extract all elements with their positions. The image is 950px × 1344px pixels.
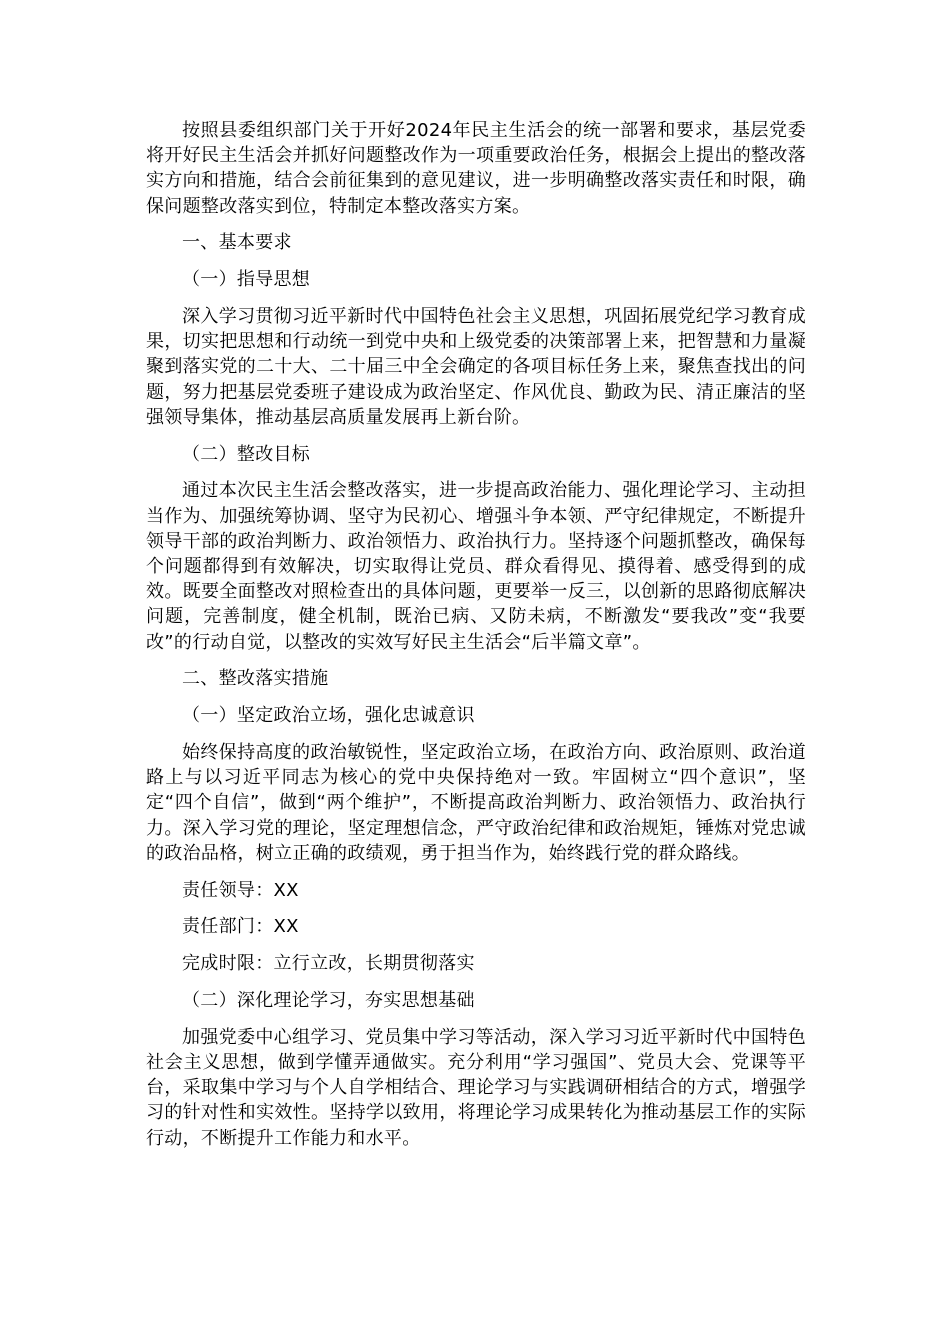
guiding-ideology-paragraph: 深入学习贯彻习近平新时代中国特色社会主义思想，巩固拓展党纪学习教育成果，切实把思想和行动统一到党中央和上级党委的决策部署上来，把智慧和力量凝聚到落实党的二十大、二十届三中全会确定的各项目标任务上来，聚焦查找出的问题，努力把基层党委班子建设成为政治坚定、作风优良、勤政为民、清正廉洁的坚强领导集体，推动基层高质量发展再上新台阶。	[146, 306, 806, 428]
responsible-department-line: 责任部门：XX	[182, 916, 299, 938]
rectification-goals-paragraph: 通过本次民主生活会整改落实，进一步提高政治能力、强化理论学习、主动担当作为、加强统筹协调、坚守为民初心、增强斗争本领、严守纪律规定，不断提升领导干部的政治判断力、政治领悟力、政治执行力。坚持逐个问题抓整改，确保每个问题都得到有效解决，切实取得让党员、群众看得见、摸得着、感受得到的成效。既要全面整改对照检查出的具体问题，更要举一反三，以创新的思路彻底解决问题，完善制度，健全机制，既治已病、又防未病，不断激发“要我改”变“我要改”的行动自觉，以整改的实效写好民主生活会“后半篇文章”。	[146, 480, 806, 653]
political-stance-paragraph: 始终保持高度的政治敏锐性，坚定政治立场，在政治方向、政治原则、政治道路上与以习近平同志为核心的党中央保持绝对一致。牢固树立“四个意识”，坚定“四个自信”，做到“两个维护”，不断提高政治判断力、政治领悟力、政治执行力。深入学习党的理论，坚定理想信念，严守政治纪律和政治规矩，锤炼对党忠诚的政治品格，树立正确的政绩观，勇于担当作为，始终践行党的群众路线。	[146, 742, 806, 864]
theory-study-paragraph: 加强党委中心组学习、党员集中学习等活动，深入学习习近平新时代中国特色社会主义思想，做到学懂弄通做实。充分利用“学习强国”、党员大会、党课等平台，采取集中学习与个人自学相结合、理论学习与实践调研相结合的方式，增强学习的针对性和实效性。坚持学以致用，将理论学习成果转化为推动基层工作的实际行动，不断提升工作能力和水平。	[146, 1026, 806, 1149]
subsection-heading-theory-study: （二）深化理论学习，夯实思想基础	[182, 990, 475, 1012]
deadline-line: 完成时限：立行立改，长期贯彻落实	[182, 953, 475, 975]
document-body	[146, 118, 806, 1162]
section-heading-rectification-measures: 二、整改落实措施	[182, 668, 329, 690]
subsection-heading-rectification-goals: （二）整改目标	[182, 443, 311, 465]
intro-paragraph: 按照县委组织部门关于开好2024年民主生活会的统一部署和要求，基层党委将开好民主生活会并抓好问题整改作为一项重要政治任务，根据会上提出的整改落实方向和措施，结合会前征集到的意见建议，进一步明确整改落实责任和时限，确保问题整改落实到位，特制定本整改落实方案。	[146, 120, 806, 217]
subsection-heading-guiding-ideology: （一）指导思想	[182, 269, 311, 291]
section-heading-basic-requirements: 一、基本要求	[182, 232, 292, 254]
responsible-leader-line: 责任领导：XX	[182, 879, 299, 901]
subsection-heading-political-stance: （一）坚定政治立场，强化忠诚意识	[182, 705, 475, 727]
